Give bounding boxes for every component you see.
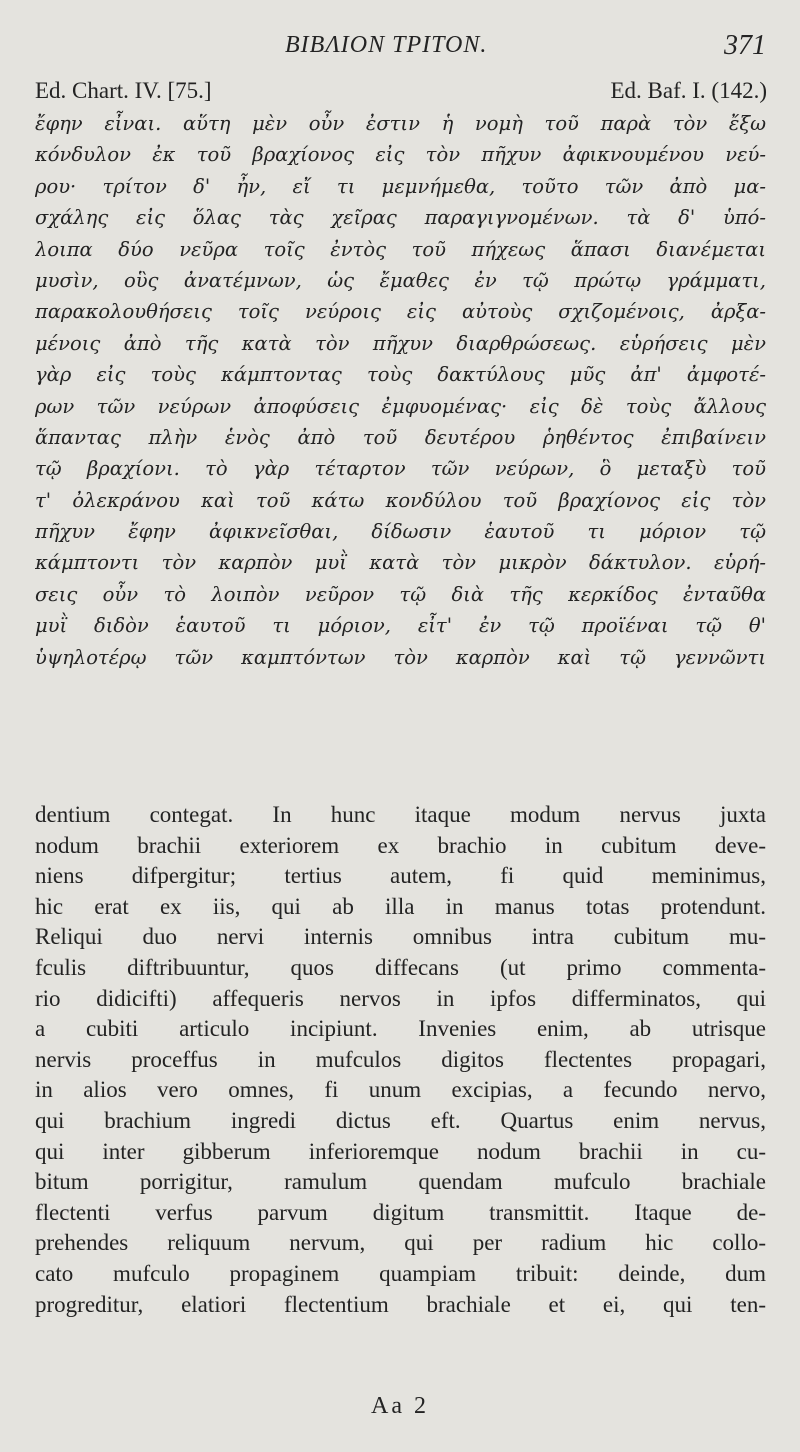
greek-line: ρων τῶν νεύρων ἀποφύσεις ἐμφυομένας· εἰς δὲ τοὺς ἄλλους (35, 394, 766, 418)
latin-line: Reliqui duo nervi internis omnibus intra cubitum mu- (35, 924, 766, 950)
latin-line: prehendes reliquum nervum, qui per radium hic collo- (35, 1230, 766, 1256)
latin-line: in alios vero omnes, fi unum excipias, a fecundo nervo, (35, 1077, 766, 1103)
greek-line: τ' ὀλεκράνου καὶ τοῦ κάτω κονδύλου τοῦ βραχίονος εἰς τὸν (35, 488, 766, 512)
greek-line: τῷ βραχίονι. τὸ γὰρ τέταρτον τῶν νεύρων, ὃ μεταξὺ τοῦ (35, 457, 766, 481)
greek-line: μυσὶν, οὓς ἀνατέμνων, ὡς ἔμαθες ἐν τῷ πρώτῳ γράμματι, (35, 268, 766, 292)
latin-line: fculis diftribuuntur, quos diffecans (ut primo commenta- (35, 954, 766, 980)
greek-text-block (35, 108, 766, 673)
greek-line: σεις οὖν τὸ λοιπὸν νεῦρον τῷ διὰ τῆς κερκίδος ἐνταῦθα (35, 582, 766, 606)
running-title: ΒΙΒΛΙΟΝ ΤΡΙΤΟΝ. (285, 32, 488, 58)
edition-reference-chart: Ed. Chart. IV. [75.] (35, 78, 212, 103)
latin-line: progreditur, elatiori flectentium brachiale et ei, qui ten- (35, 1291, 766, 1317)
latin-line: flectenti verfus parvum digitum transmittit. Itaque de- (35, 1199, 766, 1225)
greek-line: ρου· τρίτον δ' ἦν, εἴ τι μεμνήμεθα, τοῦτο τῶν ἀπὸ μα- (35, 174, 766, 198)
greek-line: κάμπτοντι τὸν καρπὸν μυῒ κατὰ τὸν μικρὸν δάκτυλον. εὑρή- (35, 551, 766, 575)
greek-line: μένοις ἀπὸ τῆς κατὰ τὸν πῆχυν διαρθρώσεως. εὑρήσεις μὲν (35, 331, 766, 355)
latin-line: dentium contegat. In hunc itaque modum nervus juxta (35, 802, 766, 827)
greek-line: ἔφην εἶναι. αὕτη μὲν οὖν ἐστιν ἡ νομὴ τοῦ παρὰ τὸν ἔξω (35, 112, 766, 135)
greek-line: μυῒ διδὸν ἑαυτοῦ τι μόριον, εἶτ' ἐν τῷ προϊέναι τῷ θ' (35, 614, 766, 638)
latin-line: nodum brachii exteriorem ex brachio in cubitum deve- (35, 832, 766, 858)
latin-line: nervis proceffus in mufculos digitos flectentes propagari, (35, 1046, 766, 1072)
latin-line: qui brachium ingredi dictus eft. Quartus enim nervus, (35, 1107, 766, 1133)
greek-line: σχάλης εἰς ὅλας τὰς χεῖρας παραγιγνομένων. τὰ δ' ὑπό- (35, 206, 766, 230)
greek-line: πῆχυν ἔφην ἀφικνεῖσθαι, δίδωσιν ἑαυτοῦ τι μόριον τῷ (35, 520, 766, 544)
latin-line: hic erat ex iis, qui ab illa in manus totas protendunt. (35, 893, 766, 919)
latin-line: bitum porrigitur, ramulum quendam mufculo brachiale (35, 1169, 766, 1195)
edition-references (0, 78, 800, 110)
running-header (0, 30, 800, 66)
edition-reference-basel: Ed. Baf. I. (142.) (610, 78, 767, 103)
greek-line: παρακολουθήσεις τοῖς νεύροις εἰς αὐτοὺς σχιζομένοις, ἀρξα- (35, 300, 766, 324)
latin-text-block (35, 800, 766, 1320)
latin-line: a cubiti articulo incipiunt. Invenies enim, ab utrisque (35, 1016, 766, 1042)
greek-line: λοιπα δύο νεῦρα τοῖς ἐντὸς τοῦ πήχεως ἅπασι διανέμεται (35, 237, 766, 261)
page-number: 371 (724, 30, 766, 61)
greek-line: ἅπαντας πλὴν ἑνὸς ἀπὸ τοῦ δευτέρου ῥηθέντος ἐπιβαίνειν (35, 425, 766, 449)
greek-line: γὰρ εἰς τοὺς κάμπτοντας τοὺς δακτύλους μῦς ἀπ' ἀμφοτέ- (35, 363, 766, 387)
greek-line: κόνδυλον ἐκ τοῦ βραχίονος εἰς τὸν πῆχυν ἀφικνουμένου νεύ- (35, 143, 766, 167)
printer-signature-mark: Aa 2 (371, 1393, 429, 1419)
latin-line: cato mufculo propaginem quampiam tribuit: deinde, dum (35, 1260, 766, 1286)
latin-line: rio didicifti) affequeris nervos in ipfos differminatos, qui (35, 985, 766, 1011)
latin-line: qui inter gibberum inferioremque nodum brachii in cu- (35, 1138, 766, 1164)
greek-line: ὑψηλοτέρῳ τῶν καμπτόντων τὸν καρπὸν καὶ τῷ γεννῶντι (35, 645, 766, 669)
latin-line: niens difpergitur; tertius autem, fi quid meminimus, (35, 863, 766, 889)
